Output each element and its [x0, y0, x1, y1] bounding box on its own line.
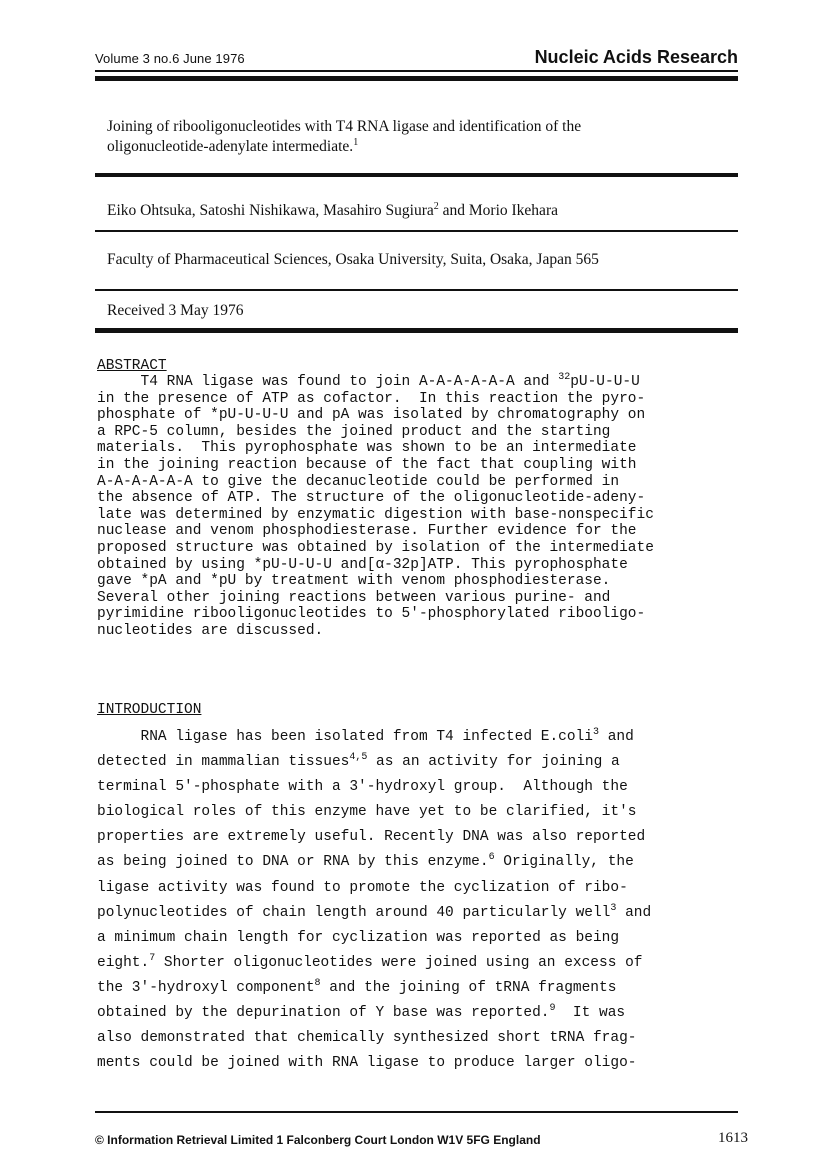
introduction-text: detected in mammalian tissues: [97, 754, 350, 771]
copyright-notice: © Information Retrieval Limited 1 Falconberg Court London W1V 5FG England: [95, 1133, 541, 1147]
introduction-text: Shorter oligonucleotides were joined using an excess of: [155, 954, 643, 971]
introduction-text: eight.: [97, 954, 150, 971]
abstract-line1-a: T4 RNA ligase was found to join A-A-A-A-A-A and: [97, 374, 559, 390]
introduction-text: It was: [555, 1005, 626, 1022]
abstract-line: late was determined by enzymatic digestion with base-nonspecific: [97, 506, 654, 523]
introduction-text: biological roles of this enzyme have yet to be clarified, it's: [97, 804, 637, 821]
citation-sup: 8: [314, 977, 321, 989]
abstract-line: A-A-A-A-A-A to give the decanucleotide could be performed in: [97, 473, 620, 490]
introduction-body: [97, 725, 737, 1076]
introduction-text: ligase activity was found to promote the cyclization of ribo-: [97, 879, 628, 896]
abstract-line: a RPC-5 column, besides the joined product and the starting: [97, 423, 611, 440]
affiliation-rule: [95, 289, 738, 291]
introduction-text: Originally, the: [494, 854, 634, 871]
title-line-2-text: oligonucleotide-adenylate intermediate.: [107, 138, 354, 155]
introduction-line: [97, 750, 737, 775]
introduction-line: [97, 800, 737, 825]
introduction-text: obtained by the depurination of Y base was reported.: [97, 1005, 550, 1022]
abstract-line: gave *pA and *pU by treatment with venom phosphodiesterase.: [97, 573, 611, 590]
introduction-text: and the joining of tRNA fragments: [320, 979, 617, 996]
citation-sup: 4,5: [349, 752, 368, 764]
abstract-line: the absence of ATP. The structure of the oligonucleotide-adeny-: [97, 490, 646, 507]
citation-sup: 7: [149, 952, 156, 964]
introduction-line: [97, 725, 737, 750]
introduction-line: [97, 951, 737, 976]
introduction-text: ments could be joined with RNA ligase to produce larger oligo-: [97, 1055, 637, 1072]
abstract-line: in the presence of ATP as cofactor. In this reaction the pyro-: [97, 390, 646, 407]
abstract-line: [97, 374, 737, 391]
introduction-line: [97, 926, 737, 951]
abstract-line: in the joining reaction because of the fact that coupling with: [97, 456, 637, 473]
abstract-line: Several other joining reactions between various purine- and: [97, 589, 611, 606]
abstract-body: [97, 374, 737, 640]
introduction-line: [97, 850, 737, 875]
introduction-text: as an activity for joining a: [367, 754, 620, 771]
introduction-line: [97, 901, 737, 926]
abstract-heading: ABSTRACT: [97, 358, 167, 374]
citation-sup: 9: [549, 1003, 556, 1015]
introduction-text: and: [599, 729, 634, 745]
introduction-line: [97, 976, 737, 1001]
received-date: Received 3 May 1976: [107, 302, 244, 319]
introduction-text: and: [616, 904, 652, 921]
introduction-line: [97, 1051, 737, 1076]
article-title: [107, 117, 727, 157]
introduction-line: [97, 775, 737, 800]
introduction-text: the 3'-hydroxyl component: [97, 979, 315, 996]
page-number: 1613: [718, 1130, 748, 1146]
abstract-line: nucleotides are discussed.: [97, 622, 324, 639]
introduction-text: terminal 5'-phosphate with a 3'-hydroxyl group. Although the: [97, 779, 628, 796]
abstract-line: pyrimidine ribooligonucleotides to 5'-phosphorylated ribooligo-: [97, 606, 646, 623]
abstract-line: phosphate of *pU-U-U-U and pA was isolated by chromatography on: [97, 407, 646, 424]
abstract-line1-b: pU-U-U-U: [570, 374, 640, 390]
authors-part1: Eiko Ohtsuka, Satoshi Nishikawa, Masahiro Sugiura: [107, 202, 434, 219]
journal-issue: Volume 3 no.6 June 1976: [95, 51, 245, 66]
introduction-heading: INTRODUCTION: [97, 702, 202, 718]
title-rule: [95, 173, 738, 177]
introduction-line: [97, 1026, 737, 1051]
footer-rule: [95, 1111, 738, 1113]
citation-sup: 6: [488, 852, 495, 864]
authors-footnote: 2: [433, 201, 439, 212]
header-rule-thick: [95, 76, 738, 81]
abstract-isotope-sup: 32: [558, 372, 571, 383]
abstract-line: proposed structure was obtained by isolation of the intermediate: [97, 539, 654, 556]
journal-name: Nucleic Acids Research: [534, 47, 738, 67]
introduction-text: polynucleotides of chain length around 40 particularly well: [97, 904, 611, 921]
authors: [107, 202, 558, 220]
received-rule: [95, 328, 738, 333]
abstract-line: obtained by using *pU-U-U-U and[α-32p]ATP. This pyrophosphate: [97, 556, 628, 573]
introduction-text: RNA ligase has been isolated from T4 infected E.coli: [97, 729, 593, 745]
citation-sup: 3: [592, 727, 599, 738]
citation-sup: 3: [610, 902, 617, 914]
header-rule-thin: [95, 70, 738, 72]
authors-part2: and Morio Ikehara: [438, 202, 558, 219]
title-footnote: 1: [353, 137, 359, 148]
abstract-line: nuclease and venom phosphodiesterase. Further evidence for the: [97, 523, 637, 540]
introduction-line: [97, 876, 737, 901]
introduction-line: [97, 825, 737, 850]
authors-rule: [95, 230, 738, 232]
affiliation: Faculty of Pharmaceutical Sciences, Osaka University, Suita, Osaka, Japan 565: [107, 251, 599, 268]
title-line-2: [107, 137, 727, 157]
introduction-text: as being joined to DNA or RNA by this enzyme.: [97, 854, 489, 871]
title-line-1: Joining of ribooligonucleotides with T4 RNA ligase and identification of the: [107, 118, 582, 135]
introduction-text: a minimum chain length for cyclization was reported as being: [97, 929, 620, 946]
introduction-line: [97, 1001, 737, 1026]
introduction-text: properties are extremely useful. Recently DNA was also reported: [97, 829, 646, 846]
abstract-line: materials. This pyrophosphate was shown to be an intermediate: [97, 440, 637, 457]
introduction-text: also demonstrated that chemically synthesized short tRNA frag-: [97, 1030, 637, 1047]
